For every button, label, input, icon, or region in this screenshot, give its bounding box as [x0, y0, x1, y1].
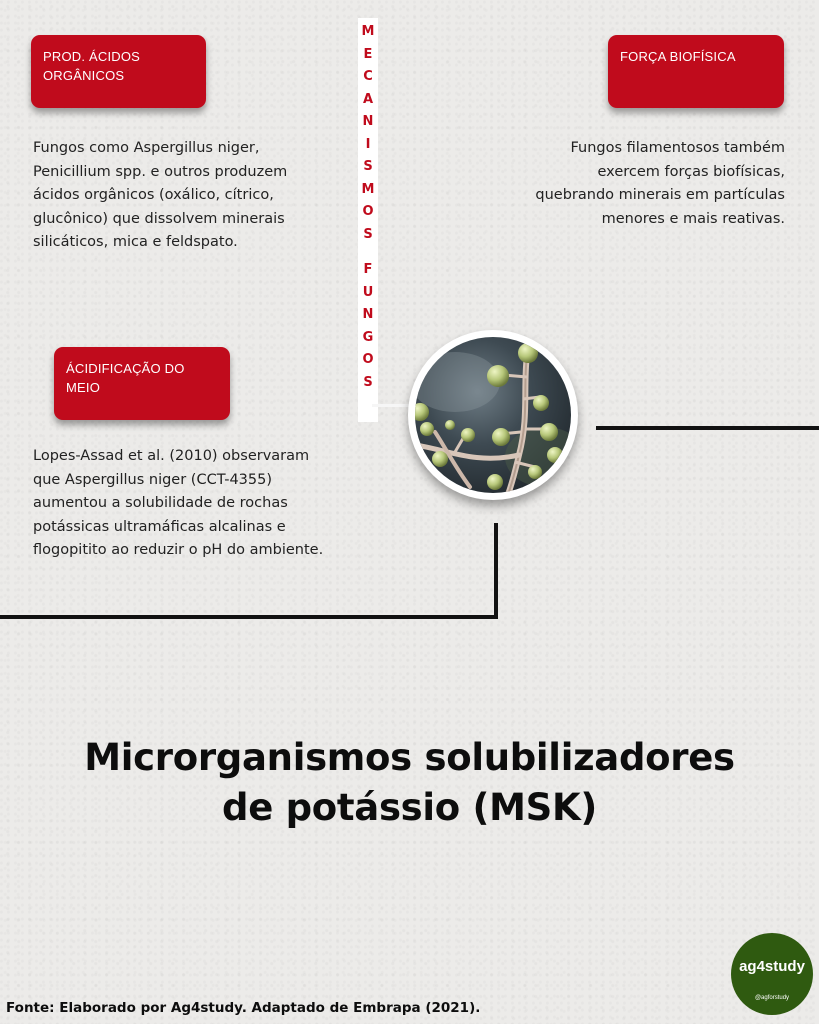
- badge-forca-biofisica: [608, 35, 784, 108]
- logo-name: ag4study: [739, 958, 805, 975]
- vertical-label-mecanismos: [358, 21, 378, 246]
- vertical-letter: M: [361, 24, 375, 39]
- connector-line-vertical: [494, 523, 498, 619]
- text-acidificacao: Lopes-Assad et al. (2010) observaram que Aspergillus niger (CCT-4355) aumentou a solubilidade de rochas potássicas ultramáficas alcalinas e flogopitito ao reduzir o pH do ambiente.: [33, 448, 324, 558]
- text-forca-biofisica: Fungos filamentosos também exercem forças biofísicas, quebrando minerais em partículas menores e mais reativas.: [535, 140, 785, 227]
- vertical-letter: O: [362, 204, 374, 219]
- vertical-letter: O: [362, 352, 374, 367]
- page-title: [0, 733, 819, 833]
- fungus-photo-frame: [408, 330, 578, 500]
- vertical-letter: F: [363, 262, 373, 277]
- badge-forca-biofisica-label: FORÇA BIOFÍSICA: [620, 49, 736, 64]
- badge-acidificacao-label: ÁCIDIFICAÇÃO DO MEIO: [66, 361, 185, 395]
- ag4study-logo: [731, 933, 813, 1015]
- page-title-line1: Microrganismos solubilizadores: [84, 736, 735, 779]
- vertical-label-mecanismos-fungos: [358, 18, 378, 422]
- fungus-microscope-image: [415, 337, 571, 493]
- vertical-letter: I: [365, 136, 371, 152]
- connector-line-right: [596, 426, 819, 430]
- page-title-line2: de potássio (MSK): [222, 786, 597, 829]
- vertical-letter: S: [363, 226, 373, 242]
- vertical-label-fungos: [358, 259, 378, 394]
- text-acidos-organicos: Fungos como Aspergillus niger, Penicillium spp. e outros produzem ácidos orgânicos (oxálico, cítrico, glucônico) que dissolvem minerais silicáticos, mica e feldspato.: [33, 140, 288, 250]
- logo-handle: @agforstudy: [754, 995, 790, 1001]
- vertical-letter: C: [363, 69, 373, 84]
- badge-acidos-organicos-label: PROD. ÁCIDOS ORGÂNICOS: [43, 49, 141, 83]
- badge-acidificacao: [54, 347, 230, 420]
- vertical-letter: S: [363, 374, 373, 390]
- badge-acidos-organicos: [31, 35, 206, 108]
- vertical-letter: E: [363, 46, 373, 62]
- vertical-letter: M: [361, 181, 375, 197]
- vertical-letter: U: [362, 284, 374, 300]
- vertical-letter: A: [362, 91, 374, 107]
- vertical-letter: N: [362, 114, 374, 129]
- vertical-letter: S: [363, 159, 373, 174]
- source-footer: Fonte: Elaborado por Ag4study. Adaptado de Embrapa (2021).: [6, 1000, 481, 1016]
- vertical-letter: N: [362, 307, 374, 322]
- vertical-letter: G: [362, 329, 374, 345]
- connector-line-bottom: [0, 615, 498, 619]
